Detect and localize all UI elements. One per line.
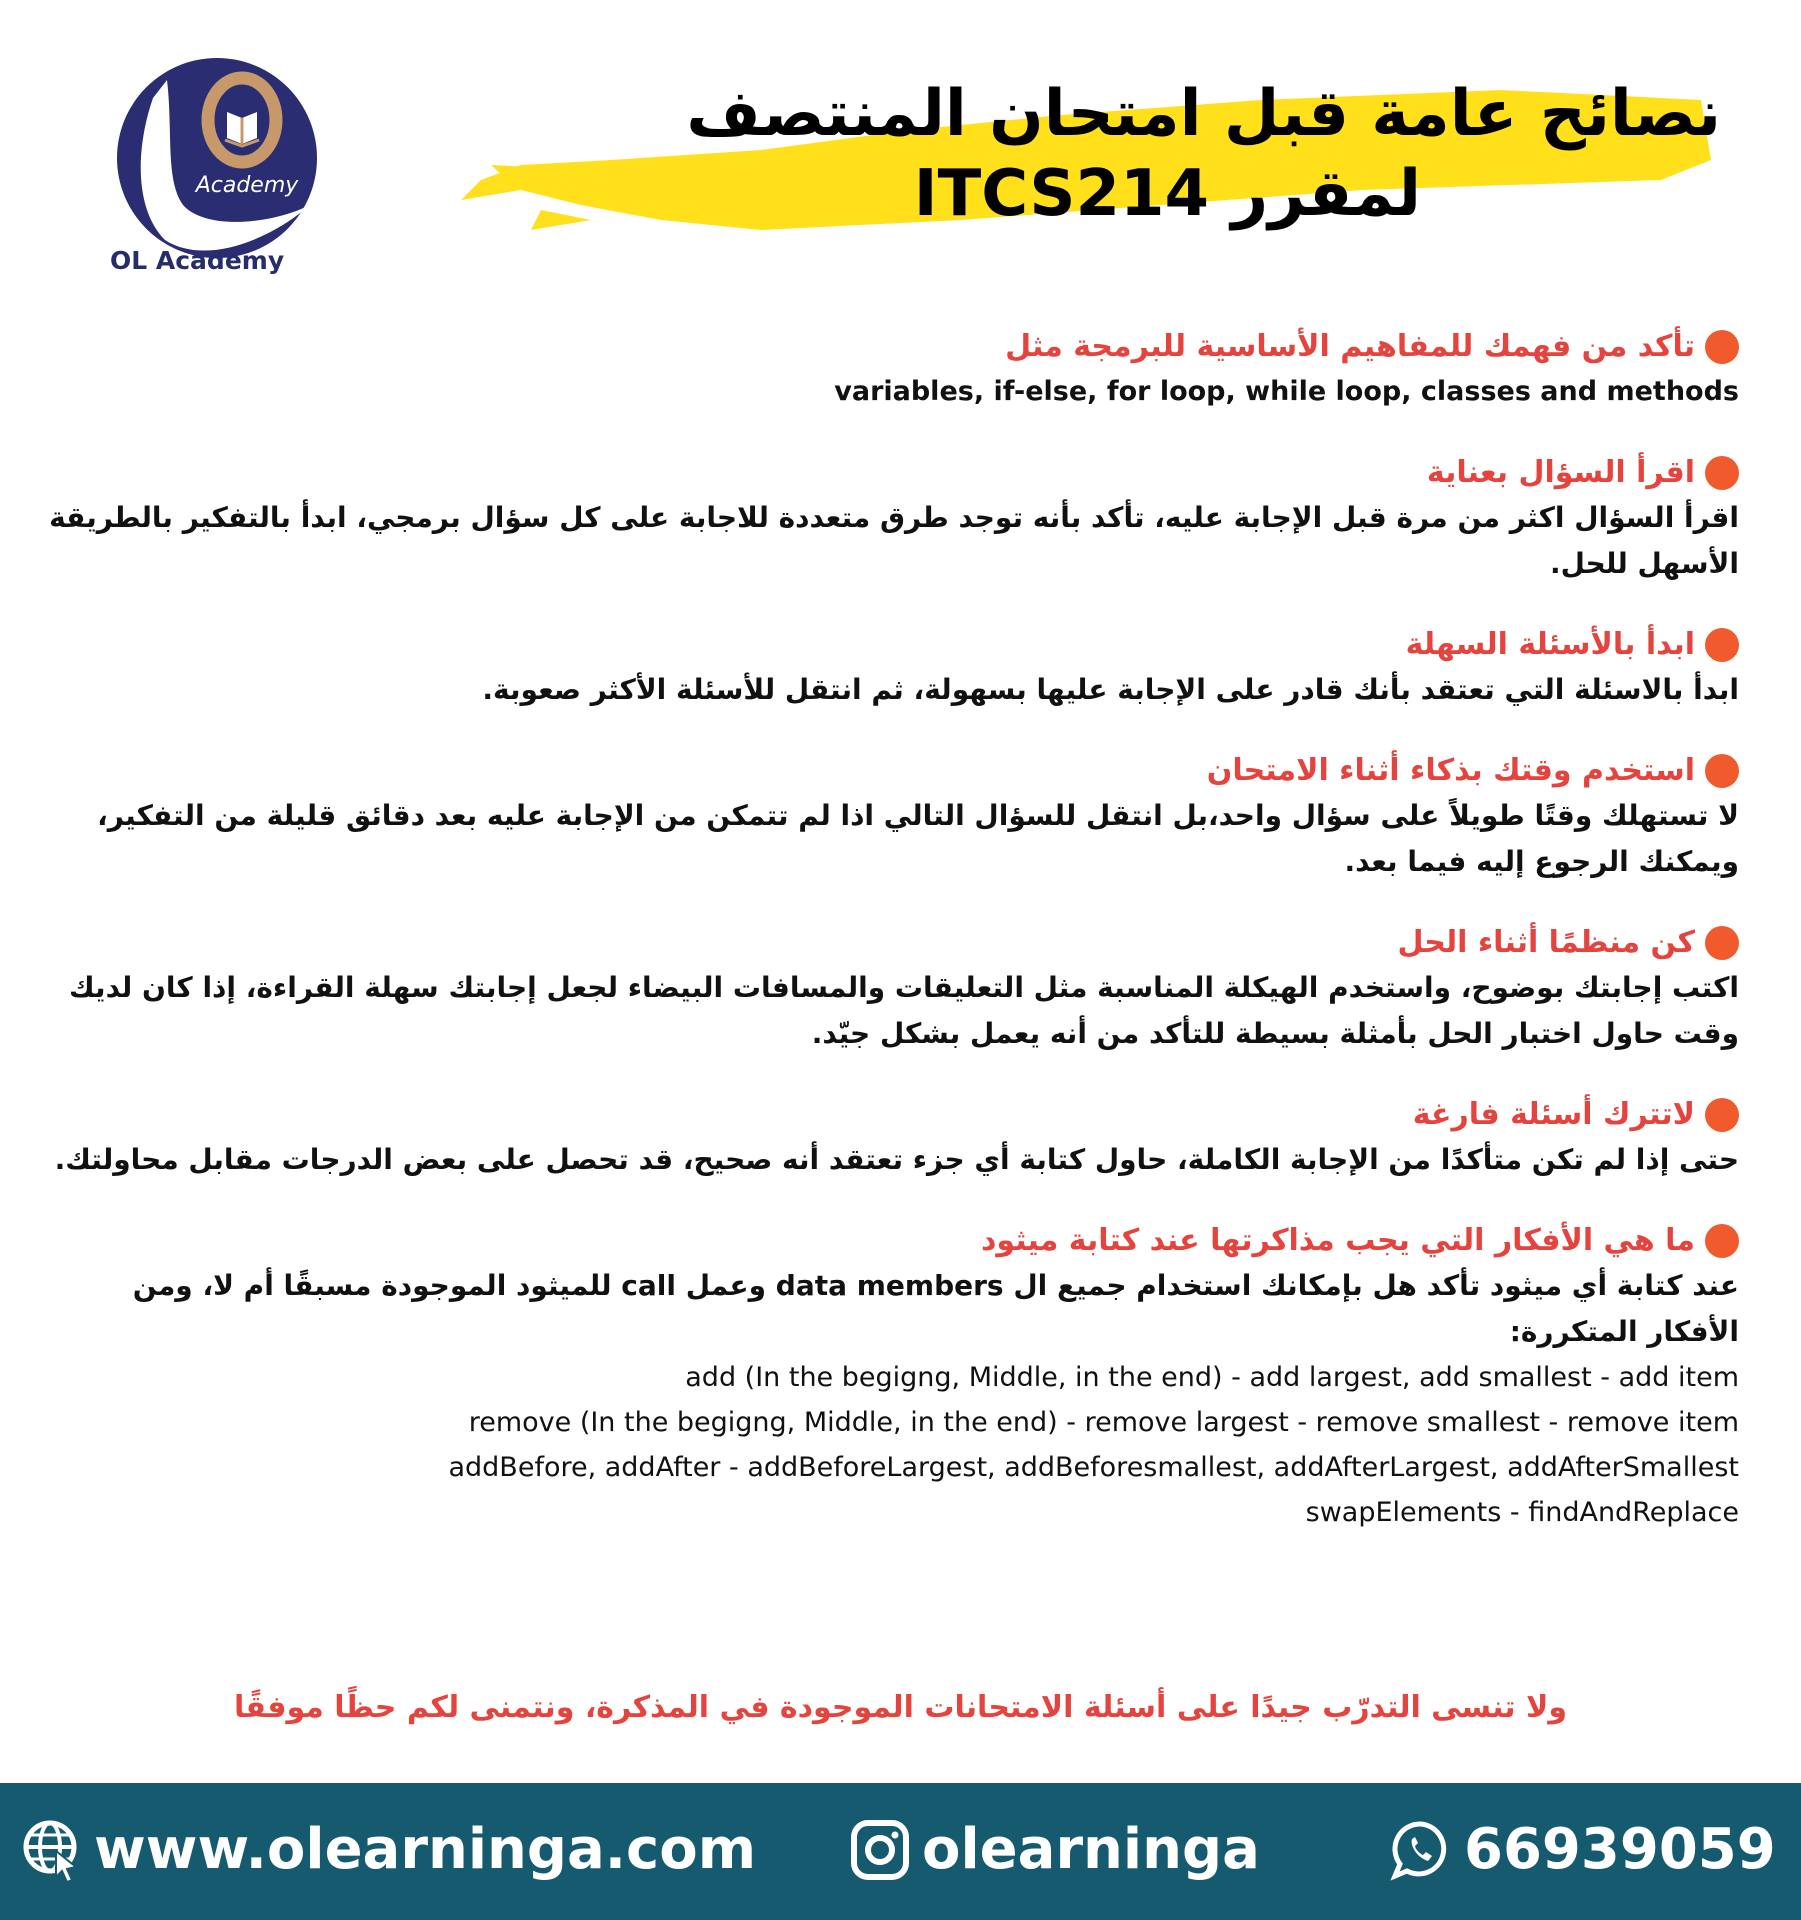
tip-body: حتى إذا لم تكن متأكدًا من الإجابة الكاملة، حاول كتابة أي جزء تعتقد أنه صحيح، قد تحصل على بعض الدرجات مقابل محاولتك. [54, 1143, 1739, 1176]
bullet-icon [1705, 628, 1739, 662]
tip-title: لاتترك أسئلة فارغة [1412, 1097, 1695, 1132]
svg-text:Academy: Academy [195, 173, 299, 198]
idea-line: add (In the begigng, Middle, in the end) - add largest, add smallest - add item [685, 1362, 1739, 1393]
bullet-icon [1705, 1098, 1739, 1132]
tip-body: اقرأ السؤال اكثر من مرة قبل الإجابة عليه، تأكد بأنه توجد طرق متعددة للاجابة على كل سؤال برمجي، ابدأ بالتفكير بالطريقة الأسهل للحل. [49, 501, 1739, 580]
website-link[interactable] [22, 1815, 756, 1885]
instagram-icon [850, 1819, 910, 1881]
tip-item [39, 325, 1739, 415]
tip-item [39, 1093, 1739, 1183]
logo-name: OL Academy [110, 246, 285, 275]
website-text: www.olearninga.com [94, 1817, 757, 1882]
tip-body: variables, if-else, for loop, while loop, classes and methods [834, 376, 1739, 407]
globe-cursor-icon [22, 1817, 82, 1883]
whatsapp-number: 66939059 [1464, 1817, 1776, 1882]
tip-title: تأكد من فهمك للمفاهيم الأساسية للبرمجة مثل [1005, 329, 1695, 364]
tip-title: ما هي الأفكار التي يجب مذاكرتها عند كتابة ميثود [981, 1223, 1695, 1258]
tip-title: استخدم وقتك بذكاء أثناء الامتحان [1206, 753, 1695, 788]
idea-line: addBefore, addAfter - addBeforeLargest, addBeforesmallest, addAfterLargest, addAfterSmallest [448, 1452, 1739, 1483]
method-ideas-list [39, 1355, 1739, 1535]
instagram-link[interactable] [850, 1815, 1260, 1885]
title-line-1: نصائح عامة قبل امتحان المنتصف [686, 77, 1721, 151]
tip-body: ابدأ بالاسئلة التي تعتقد بأنك قادر على الإجابة عليها بسهولة، ثم انتقل للأسئلة الأكثر صعوبة. [482, 673, 1739, 706]
tip-title: اقرأ السؤال بعناية [1426, 455, 1695, 490]
idea-line: remove (In the begigng, Middle, in the end) - remove largest - remove smallest - remove item [468, 1407, 1739, 1438]
whatsapp-link[interactable] [1390, 1815, 1776, 1885]
title-line-2: لمقرر ITCS214 [913, 157, 1421, 231]
bullet-icon [1705, 926, 1739, 960]
logo-emblem-icon [95, 40, 335, 280]
ol-academy-logo [95, 40, 335, 280]
tip-item [39, 1219, 1739, 1535]
bullet-icon [1705, 754, 1739, 788]
idea-line: swapElements - findAndReplace [1305, 1497, 1739, 1528]
bullet-icon [1705, 456, 1739, 490]
instagram-handle: olearninga [922, 1817, 1260, 1882]
bullet-icon [1705, 1224, 1739, 1258]
closing-message: ولا تنسى التدرّب جيدًا على أسئلة الامتحانات الموجودة في المذكرة، ونتمنى لكم حظًا موفقًا [233, 1690, 1568, 1725]
tip-item [39, 921, 1739, 1057]
page-title-block [461, 70, 1721, 250]
tips-list [39, 325, 1739, 1571]
tip-body: لا تستهلك وقتًا طويلاً على سؤال واحد،بل انتقل للسؤال التالي اذا لم تتمكن من الإجابة عليه بعد دقائق قليلة من التفكير، ويمكنك الرجوع إليه فيما بعد. [97, 799, 1739, 878]
bullet-icon [1705, 330, 1739, 364]
tip-body: اكتب إجابتك بوضوح، واستخدم الهيكلة المناسبة مثل التعليقات والمسافات البيضاء لجعل إجابتك سهلة القراءة، إذا كان لديك وقت حاول اختبار الحل بأمثلة بسيطة للتأكد من أنه يعمل بشكل جيّد. [68, 971, 1739, 1050]
tip-item [39, 451, 1739, 587]
footer-contact-bar [0, 1783, 1801, 1920]
tip-title: كن منظمًا أثناء الحل [1397, 925, 1695, 960]
whatsapp-icon [1390, 1819, 1452, 1881]
tip-body: عند كتابة أي ميثود تأكد هل بإمكانك استخدام جميع ال data members وعمل call للميثود الموجودة مسبقًا أم لا، ومن الأفكار المتكررة: [132, 1269, 1739, 1348]
tip-item [39, 623, 1739, 713]
tip-title: ابدأ بالأسئلة السهلة [1405, 627, 1695, 662]
tip-item [39, 749, 1739, 885]
page-title [461, 74, 1721, 234]
